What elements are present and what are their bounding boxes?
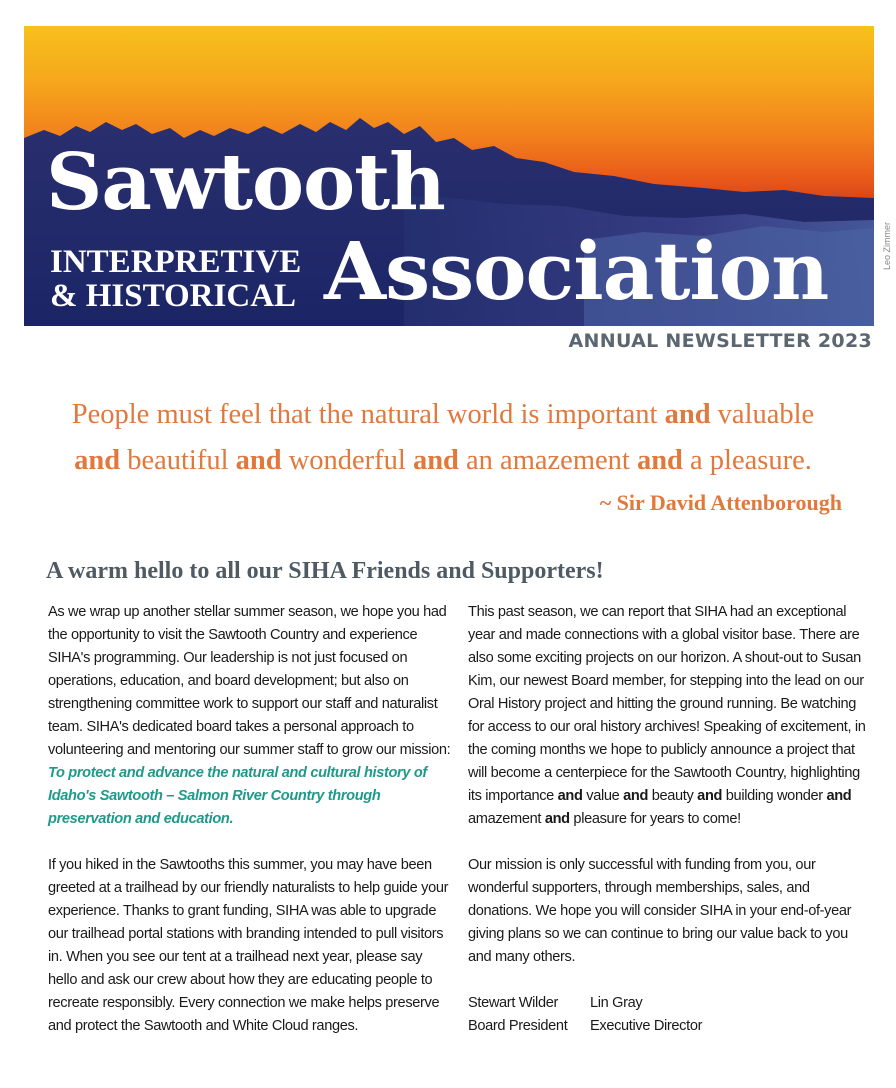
signer-title: Executive Director xyxy=(590,1018,703,1034)
title-sawtooth: Sawtooth xyxy=(46,137,445,228)
right-column xyxy=(468,601,872,1038)
header-banner xyxy=(24,26,874,326)
mission-statement: To protect and advance the natural and cultural history of Idaho's Sawtooth – Salmon River Country through preservation and education. xyxy=(48,765,427,827)
title-interpretive: INTERPRETIVE xyxy=(50,244,302,280)
title-association: Association xyxy=(324,224,829,318)
signer-title: Board President xyxy=(468,1018,568,1034)
signatures xyxy=(468,992,872,1038)
greeting-heading: A warm hello to all our SIHA Friends and Supporters! xyxy=(46,558,604,584)
photo-credit: Leo Zimmer xyxy=(882,221,892,270)
paragraph: As we wrap up another stellar summer season, we hope you had the opportunity to visit the Sawtooth Country and experience SIHA's programming. Our leadership is not just focused on operations, education, and board development; but also on strengthening committee work to support our staff and naturalist team. SIHA's dedicated board takes a personal approach to volunteering and mentoring our summer staff to grow our mission: To protect and advance the natural and cultural history of Idaho's Sawtooth – Salmon River Country through preservation and education. xyxy=(48,604,451,827)
paragraph: Our mission is only successful with funding from you, our wonderful supporters, through memberships, sales, and donations. We hope you will consider SIHA in your end-of-year giving plans so we can continue to bring our value back to you and many others. xyxy=(468,857,852,965)
paragraph: This past season, we can report that SIHA had an exceptional year and made connections with a global visitor base. There are also some exciting projects on our horizon. A shout-out to Susan Kim, our newest Board member, for stepping into the lead on our Oral History project and hitting the ground running. Be watching for access to our oral history archives! Speaking of excitement, in the coming months we hope to publicly announce a project that will become a centerpiece for the Sawtooth Country, highlighting its importance and value and beauty and building wonder and amazement and pleasure for years to come! xyxy=(468,604,866,827)
quote-author: ~ Sir David Attenborough xyxy=(599,490,842,515)
paragraph: If you hiked in the Sawtooths this summer, you may have been greeted at a trailhead by our friendly naturalists to help guide your experience. Thanks to grant funding, SIHA was able to upgrade our trailhead portal stations with branding intended to pull visitors in. When you see our tent at a trailhead next year, please say hello and ask our crew about how they are educating people to recreate responsibly. Every connection we make helps preserve and protect the Sawtooth and White Cloud ranges. xyxy=(48,857,449,1034)
quote: People must feel that the natural world is important and valuable and beautiful and wonderful and an amazement and a pleasure. xyxy=(71,399,815,476)
newsletter-label: ANNUAL NEWSLETTER 2023 xyxy=(568,330,872,352)
signer-name: Stewart Wilder xyxy=(468,995,558,1011)
signer-name: Lin Gray xyxy=(590,995,643,1011)
left-column xyxy=(48,601,452,1061)
title-historical: & HISTORICAL xyxy=(50,278,297,314)
